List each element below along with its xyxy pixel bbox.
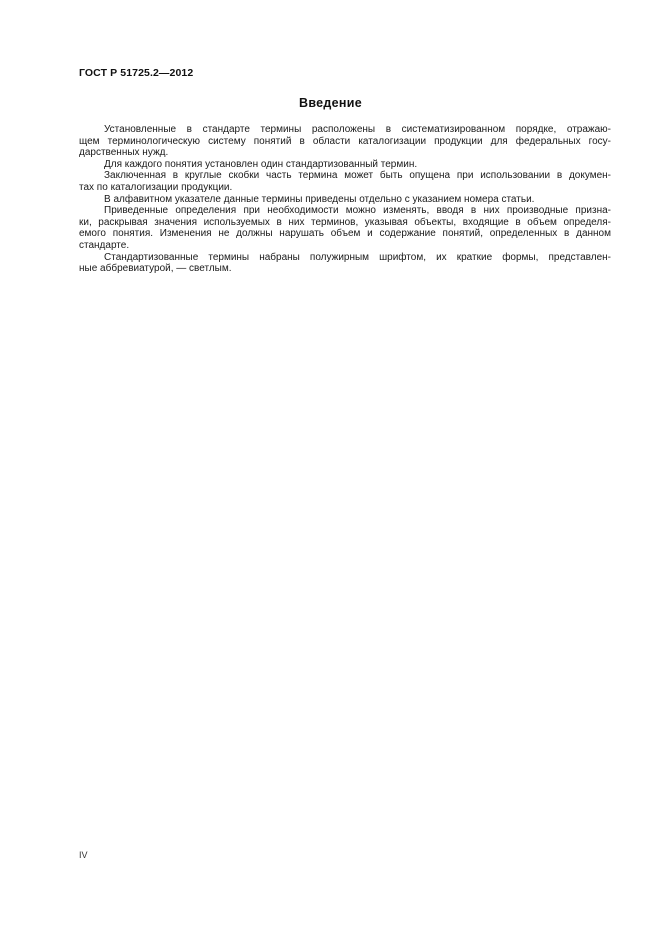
text-line: ные аббревиатурой, — светлым.: [79, 263, 232, 275]
text-line: стандарте.: [79, 239, 130, 251]
paragraph-6: [79, 252, 611, 275]
text-line: тах по каталогизации продукции.: [79, 181, 233, 193]
text-line: Стандартизованные термины набраны полужирным шрифтом, их краткие формы, представлен-: [104, 251, 611, 263]
text-line: Для каждого понятия установлен один стандартизованный термин.: [104, 158, 418, 170]
paragraph-4: [79, 194, 611, 206]
text-line: емого понятия. Изменения не должны нарушать объем и содержание понятий, определенных в данном: [79, 228, 611, 240]
paragraph-2: [79, 159, 611, 171]
paragraph-3: [79, 170, 611, 193]
paragraph-1: [79, 124, 611, 159]
document-header: ГОСТ Р 51725.2—2012: [79, 67, 194, 79]
section-title: Введение: [299, 96, 362, 110]
text-line: ки, раскрывая значения используемых в них терминов, указывая объекты, входящие в объем определя-: [79, 216, 611, 228]
text-line: дарственных нужд.: [79, 147, 169, 159]
body-text: [79, 124, 611, 275]
page-number: IV: [79, 850, 88, 860]
paragraph-5: [79, 205, 611, 251]
text-line: щем терминологическую систему понятий в области каталогизации продукции для федеральных госу-: [79, 135, 611, 147]
text-line: Заключенная в круглые скобки часть термина может быть опущена при использовании в докумен-: [104, 170, 611, 182]
text-line: В алфавитном указателе данные термины приведены отдельно с указанием номера статьи.: [104, 193, 535, 205]
text-line: Установленные в стандарте термины расположены в систематизированном порядке, отражаю-: [104, 124, 611, 135]
text-line: Приведенные определения при необходимости можно изменять, вводя в них производные призна-: [104, 205, 611, 217]
